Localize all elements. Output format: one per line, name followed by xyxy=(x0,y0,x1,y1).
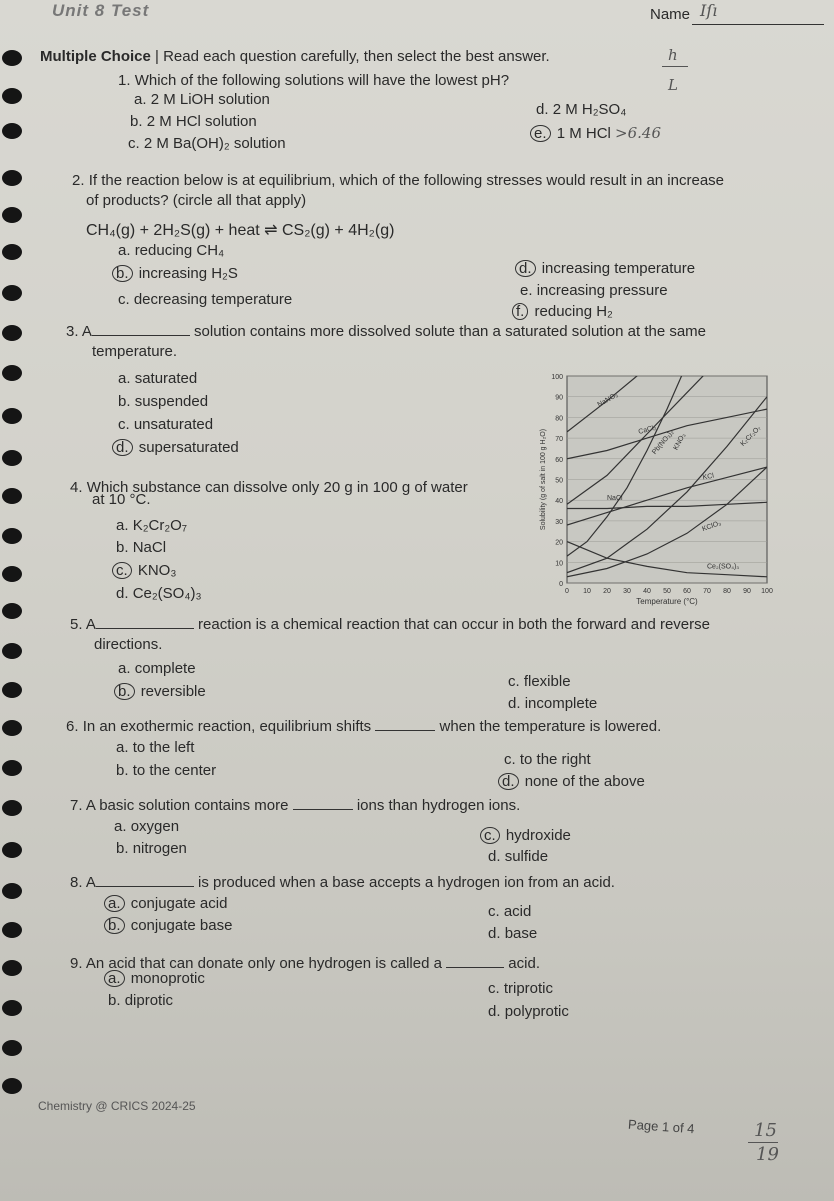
binder-hole xyxy=(2,365,22,381)
binder-hole xyxy=(2,1078,22,1094)
margin-mark-top: h xyxy=(668,46,678,64)
score-bar xyxy=(748,1142,778,1143)
q7-option-d[interactable]: d. sulfide xyxy=(488,848,549,865)
y-tick-label: 60 xyxy=(555,456,563,464)
test-title: Unit 8 Test xyxy=(52,1,150,20)
question-5-line2: directions. xyxy=(94,636,163,653)
q6-option-c[interactable]: c. to the right xyxy=(504,751,591,768)
binder-hole xyxy=(2,1040,22,1056)
question-7: 7. A basic solution contains more ions than hydrogen ions. xyxy=(70,797,521,814)
binder-hole xyxy=(2,842,22,858)
question-6: 6. In an exothermic reaction, equilibrium shifts when the temperature is lowered. xyxy=(66,718,662,735)
binder-hole xyxy=(2,88,22,104)
x-tick-label: 80 xyxy=(723,588,731,595)
binder-hole xyxy=(2,960,22,976)
footer-course: Chemistry @ CRICS 2024-25 xyxy=(38,1099,196,1113)
x-tick-label: 20 xyxy=(603,588,611,595)
question-2: 2. If the reaction below is at equilibrium, which of the following stresses would result in an increase xyxy=(72,172,725,189)
q9-option-c[interactable]: c. triprotic xyxy=(488,980,554,997)
curve-label: KNO₃ xyxy=(672,432,688,452)
q2-option-e[interactable]: e. increasing pressure xyxy=(520,282,668,299)
page-number: Page 1 of 4 xyxy=(627,1116,695,1137)
binder-hole xyxy=(2,488,22,504)
q1-option-d[interactable]: d. 2 M H₂SO₄ xyxy=(536,101,627,118)
x-tick-label: 40 xyxy=(643,588,651,595)
binder-hole xyxy=(2,528,22,544)
q8-option-b[interactable]: b. conjugate base xyxy=(104,917,232,935)
q6-option-b[interactable]: b. to the center xyxy=(116,762,217,779)
y-axis-label: Solubility (g of salt in 100 g H₂O) xyxy=(540,428,547,531)
q2-option-c[interactable]: c. decreasing temperature xyxy=(118,291,293,308)
y-tick-label: 30 xyxy=(555,518,563,526)
binder-hole xyxy=(2,760,22,776)
answer-blank[interactable] xyxy=(375,718,435,731)
reaction-equation: CH₄(g) + 2H₂S(g) + heat ⇌ CS₂(g) + 4H₂(g) xyxy=(86,222,395,239)
question-3: 3. A solution contains more dissolved solute than a saturated solution at the same xyxy=(66,323,707,340)
question-5: 5. A reaction is a chemical reaction that can occur in both the forward and reverse xyxy=(70,616,710,633)
name-label: Name xyxy=(650,6,691,23)
curve-label: KClO₃ xyxy=(701,519,723,534)
q9-option-a[interactable]: a. monoprotic xyxy=(104,970,205,988)
margin-mark-mid: L xyxy=(668,76,678,94)
instructions xyxy=(40,48,550,66)
q4-option-b[interactable]: b. NaCl xyxy=(116,539,167,556)
answer-blank[interactable] xyxy=(96,616,194,629)
x-tick-label: 100 xyxy=(761,588,773,595)
name-field[interactable] xyxy=(692,24,824,25)
instructions-heading: Multiple Choice xyxy=(40,48,151,65)
y-tick-label: 50 xyxy=(555,477,563,485)
binder-hole xyxy=(2,50,22,66)
y-tick-label: 100 xyxy=(551,374,563,381)
answer-blank[interactable] xyxy=(96,874,194,887)
curve-label: Pb(NO₃)₂ xyxy=(651,429,676,456)
question-1: 1. Which of the following solutions will have the lowest pH? xyxy=(118,72,510,89)
q2-option-a[interactable]: a. reducing CH₄ xyxy=(118,242,225,259)
question-8: 8. A is produced when a base accepts a hydrogen ion from an acid. xyxy=(70,874,615,891)
q3-option-a[interactable]: a. saturated xyxy=(118,370,198,387)
binder-hole xyxy=(2,325,22,341)
curve-label: NaCl xyxy=(607,495,623,503)
binder-hole xyxy=(2,566,22,582)
answer-blank[interactable] xyxy=(92,323,190,336)
q4-option-c[interactable]: c. KNO₃ xyxy=(112,562,176,580)
question-9: 9. An acid that can donate only one hydrogen is called a acid. xyxy=(70,955,540,972)
binder-hole xyxy=(2,170,22,186)
x-tick-label: 60 xyxy=(683,588,691,595)
y-tick-label: 0 xyxy=(559,581,563,588)
q7-option-a[interactable]: a. oxygen xyxy=(114,818,180,835)
binder-hole xyxy=(2,450,22,466)
q1-option-a[interactable]: a. 2 M LiOH solution xyxy=(134,91,270,108)
binder-hole xyxy=(2,682,22,698)
score-denominator: 19 xyxy=(756,1144,779,1165)
curve-label: NaNO₃ xyxy=(596,391,620,409)
q2-option-f[interactable]: f. reducing H₂ xyxy=(512,303,613,321)
x-tick-label: 70 xyxy=(703,588,711,595)
q8-option-a[interactable]: a. conjugate acid xyxy=(104,895,227,913)
y-tick-label: 20 xyxy=(555,539,563,547)
binder-hole xyxy=(2,244,22,260)
binder-hole xyxy=(2,643,22,659)
question-4: 4. Which substance can dissolve only 20 g in 100 g of water xyxy=(70,479,468,496)
q8-option-c[interactable]: c. acid xyxy=(488,903,532,920)
q9-option-b[interactable]: b. diprotic xyxy=(108,992,174,1009)
x-tick-label: 10 xyxy=(583,588,591,595)
q5-option-d[interactable]: d. incomplete xyxy=(508,695,598,712)
q4-option-a[interactable]: a. K₂Cr₂O₇ xyxy=(116,517,187,534)
q1-option-c[interactable]: c. 2 M Ba(OH)₂ solution xyxy=(128,135,286,152)
x-tick-label: 50 xyxy=(663,588,671,595)
q8-option-d[interactable]: d. base xyxy=(488,925,538,942)
q7-option-c[interactable]: c. hydroxide xyxy=(480,827,571,845)
instructions-text: | Read each question carefully, then select the best answer. xyxy=(155,48,550,65)
binder-hole xyxy=(2,408,22,424)
answer-blank[interactable] xyxy=(293,797,353,810)
binder-hole xyxy=(2,883,22,899)
question-3-line2: temperature. xyxy=(92,343,178,360)
question-4-line2: at 10 °C. xyxy=(92,491,151,508)
q5-option-c[interactable]: c. flexible xyxy=(508,673,571,690)
y-tick-label: 80 xyxy=(555,415,563,423)
score-numerator: 15 xyxy=(754,1120,777,1141)
curve-label: Ce₂(SO₄)₃ xyxy=(707,563,740,571)
q4-option-d[interactable]: d. Ce₂(SO₄)₃ xyxy=(116,585,202,602)
answer-blank[interactable] xyxy=(446,955,504,968)
x-tick-label: 0 xyxy=(565,588,569,595)
binder-hole xyxy=(2,123,22,139)
binder-hole xyxy=(2,285,22,301)
q2-option-b[interactable]: b. increasing H₂S xyxy=(112,265,238,283)
binder-hole xyxy=(2,207,22,223)
q3-option-d[interactable]: d. supersaturated xyxy=(112,439,239,457)
x-axis-label: Temperature (°C) xyxy=(636,597,698,606)
curve-label: CaCl₂ xyxy=(637,424,658,436)
q5-option-b[interactable]: b. reversible xyxy=(114,683,206,701)
y-tick-label: 40 xyxy=(555,498,563,506)
q2-option-d[interactable]: d. increasing temperature xyxy=(515,260,695,278)
q3-option-b[interactable]: b. suspended xyxy=(118,393,209,410)
name-value: Iſı xyxy=(700,1,718,20)
binder-hole xyxy=(2,720,22,736)
y-tick-label: 10 xyxy=(555,560,563,568)
y-tick-label: 90 xyxy=(555,394,563,402)
curve-label: K₂Cr₂O₇ xyxy=(739,424,763,448)
solubility-chart xyxy=(535,366,790,616)
curve-label: KCl xyxy=(702,472,715,482)
binder-hole xyxy=(2,800,22,816)
q6-option-a[interactable]: a. to the left xyxy=(116,739,195,756)
q1-option-e[interactable]: e. 1 M HCl >6.46 xyxy=(530,124,661,143)
x-tick-label: 90 xyxy=(743,588,751,595)
q1-note: >6.46 xyxy=(615,124,661,142)
q5-option-a[interactable]: a. complete xyxy=(118,660,196,677)
y-tick-label: 70 xyxy=(555,436,563,444)
q9-option-d[interactable]: d. polyprotic xyxy=(488,1003,569,1020)
fraction-bar xyxy=(662,66,688,67)
binder-hole xyxy=(2,922,22,938)
binder-hole xyxy=(2,1000,22,1016)
q6-option-d[interactable]: d. none of the above xyxy=(498,773,645,791)
question-2-line2: of products? (circle all that apply) xyxy=(86,192,307,209)
q7-option-b[interactable]: b. nitrogen xyxy=(116,840,187,857)
q1-option-b[interactable]: b. 2 M HCl solution xyxy=(130,113,257,130)
q3-option-c[interactable]: c. unsaturated xyxy=(118,416,214,433)
x-tick-label: 30 xyxy=(623,588,631,595)
binder-hole xyxy=(2,603,22,619)
